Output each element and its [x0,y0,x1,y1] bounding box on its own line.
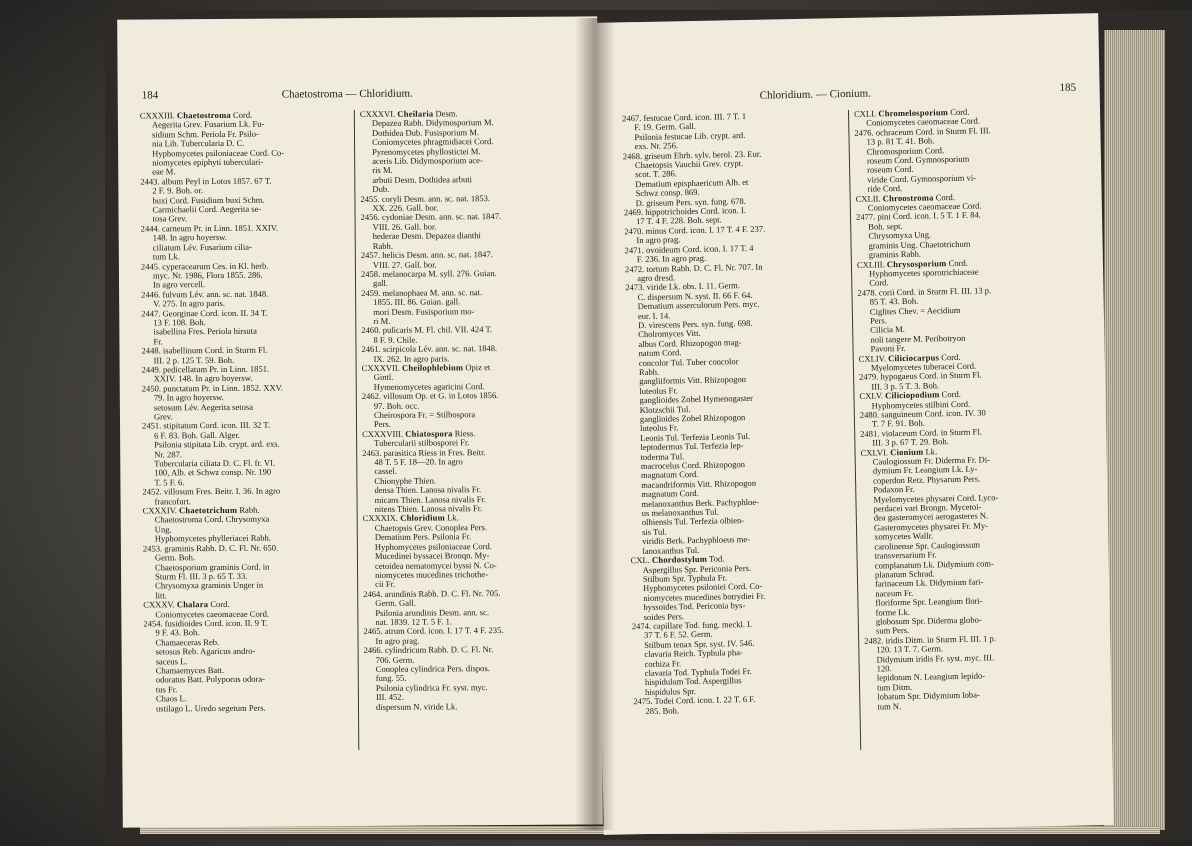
text-line: 2467. festucae Cord. icon. III. 7 T. 1 [621,110,747,124]
text-line: XXIV. 148. In agro hoyersw. [153,373,253,384]
text-line: Tubercularii stilbosporei Fr. [374,437,470,449]
text-line: Boh. sept. [868,220,903,232]
text-line: graminis Ung. Chaetotrichum [868,238,971,251]
text-line: 2476. ochraceum Cord. in Sturm Fl. III. [854,125,991,138]
text-line: 2471. ovoideum Cord. icon. I. 17 T. 4 [624,242,754,256]
text-line: Ciglites Chev. = Aecidium [869,304,961,317]
text-line: 1855. III. 86. Guian. gall. [373,296,461,308]
text-line: Germ. Gall. [375,597,416,609]
text-line: nat. 1839. 12 T. 5 F. 1. [375,616,453,627]
text-line: luteolus Fr. [639,385,678,396]
text-line: 2453. graminis Rabh. D. C. Fl. Nr. 650. [142,542,279,554]
text-line: 2 F. 9. Boh. or. [152,185,204,196]
text-line: 2475. Todei Cord. icon. I. 22 T. 6 F. [633,694,756,707]
text-line: Stilbum Spr. Typhula Fr. [642,572,728,584]
text-line: 2447. Georginae Cord. icon. II. 34 T. [141,307,268,319]
text-line: 2457. helicis Desm. ann. sc. nat. 1847. [360,249,493,261]
text-line: coperdon Retz. Physarum Pers. [872,473,981,486]
text-line: Cilicia M. [870,324,905,335]
text-line: Coniomycetes phragmidiacei Cord. [372,136,494,148]
text-line: niomycetes mucedines botrydiei Fr. [643,590,766,603]
text-line: Dothidea Dub. Fusisporium M. [371,126,480,138]
text-line: 148. In agro hoyersw. [152,232,227,243]
text-line: 2448. isabellinum Cord. in Sturm Fl. [141,344,268,356]
text-line: complanatum Lk. Didymium com- [874,557,994,571]
text-line: 9 F. 43. Boh. [155,627,200,638]
text-line: Coniomycetes caeomaceae Cord. [155,608,270,619]
text-line: Hyphomycetes psiloniaceae Cord. Co- [152,147,285,159]
text-line: Pyrenomycetes phyllostictei M. [372,145,481,157]
text-line: Leonis Tul. Terfezia Leonis Tul. [640,430,751,443]
text-line: graminis Rabh. [868,248,922,260]
text-line: T. 7 F. 91. Boh. [871,417,925,430]
text-line: Gasteromycetes physarei Fr. My- [873,520,989,533]
text-line: lepidotum N. Leangium lepido- [876,670,986,683]
text-line: ustilago L. Uredo segetum Pers. [155,702,266,714]
text-line: Gintl. [373,372,394,383]
text-line: dea gasteromycei aerogasteres N. [873,510,989,524]
text-line: Dematium asserculorum Pers. myc. [637,298,760,312]
text-line: Stilbum tenax Spr. syst. IV. 546. [644,637,755,650]
text-line: fung. 55. [375,673,407,684]
text-line: toderma Tul. [640,450,685,462]
text-line: buxi Cord. Fusidium buxi Schm. [152,194,265,206]
text-line: 2464. arundinis Rabh. D. C. Fl. Nr. 705. [363,587,501,599]
text-line: cii Fr. [375,579,396,590]
text-line: Aegerita Grev. Fusarium Lk. Fu- [151,119,265,130]
text-line: setosus Reb. Agaricus andro- [155,645,256,657]
text-line: agro dresd. [637,272,676,283]
text-line: 2451. stipitatum Cord. icon. III. 32 T. [141,420,271,431]
text-line: lobatum Spr. Didymium loba- [877,689,980,702]
text-line: farinaceum Lk. Didymium fari- [874,576,984,589]
text-line: micans Thien. Lanosa nivalis Fr. [374,493,486,505]
text-line: niomycetes epiphyti tuberculari- [152,156,264,168]
text-line: tum Lk. [152,251,180,262]
text-line: Chaetostroma Cord. Chrysomyxa [154,514,270,525]
text-line: niomycetes mucedines trichothe- [375,569,489,580]
right-page-number: 185 [1059,81,1077,94]
text-line: 120. 13 T. 7. Germ. [876,643,944,655]
text-line: tum N. [877,700,902,712]
text-line: Nr. 287. [154,448,183,460]
text-line: 37 T. 6 F. 52. Germ. [643,629,713,641]
text-line: V. 275. In agro paris. [153,298,225,309]
text-line: sidium Schm. Periola Fr. Psilo- [151,128,259,140]
text-line: IX. 262. In agro paris. [373,352,450,364]
text-line: ri M. [373,315,391,326]
text-line: olbiensis Tul. Terfezia olbien- [641,515,745,528]
text-line: Dematium Pers. Psilonia Fr. [374,531,471,543]
text-line: 2446. fulvum Lév. ann. sc. nat. 1848. [141,288,269,300]
text-line: eae M. [152,166,176,177]
text-line: sum Pers. [875,625,910,636]
text-line: CXXXVII. Cheilophlebium Opiz et [361,362,491,373]
text-line: Mucedinei byssacei Bronqn. My- [374,550,490,561]
left-column-2 [360,108,579,711]
text-line: III. 3 p. 5 T. 3. Boh. [871,380,940,392]
text-line: roseum Cord. [867,164,914,176]
text-line: Grev. [153,411,173,422]
text-line: perdacei vari Brongn. Mycetoi- [873,501,982,514]
text-line: scot. T. 286. [635,168,677,180]
text-line: Caulogiossum Fr. Diderma Fr. Di- [872,454,991,467]
text-line: clavaria Tod. Typhula Todei Fr. [644,665,752,678]
text-line: CXLIV. Ciliciocarpus Cord. [858,351,961,364]
text-line: exs. Nr. 256. [634,140,679,152]
right-column-1 [622,110,859,716]
text-line: Sturm Fl. III. 3 p. 65 T. 33. [155,570,248,582]
text-line: saceus L. [155,655,188,666]
text-line: In agro prag. [636,234,681,246]
text-line: Dub. [372,184,390,195]
text-line: CXXXV. Chalara Cord. [143,599,230,610]
text-line: lanoxanthus Tul. [642,544,700,556]
text-line: aceris Lib. Didymosporium ace- [372,155,483,166]
text-line: 6 F. 83. Boh. Gall. Alger. [154,429,240,441]
text-line: mori Desm. Fusisporium mo- [373,305,475,317]
text-line: ganglioides Zobel Hymenogaster [639,393,754,406]
text-line: C. dispersum N. syst. II. 66 F. 64. [637,289,753,302]
text-line: 2482. iridis Ditm. in Sturm Fl. III. 1 p. [864,633,997,646]
text-line: Germ. Boh. [154,552,196,563]
text-line: Chaos L. [155,693,187,704]
text-line: clavaria Reich. Typhula pha- [644,647,743,660]
text-line: Hyphomycetes psiloniei Cord. Co- [643,581,763,594]
text-line: planatum Schrad. [874,568,935,580]
text-line: dymium Fr. Leangium Lk. Ly- [872,464,978,477]
text-line: T. 5 F. 6. [154,477,185,488]
text-line: D. virescens Pers. syn. fung. 698. [637,317,753,331]
text-line: 48 T. 5 F. 18—20. In agro [374,456,463,467]
text-line: tosa Grev. [152,213,188,224]
left-page-header: Chaetostroma — Chloridium. [281,87,413,101]
text-line: hispidulum Tod. Aspergillus [644,675,742,688]
text-line: VIII. 27. Gall. bor. [372,258,437,270]
text-line: Pers. [373,419,391,430]
text-line: odoratus Batt. Polyporus odora- [155,674,266,685]
text-line: Psilonia festucae Lib. crypt. ard. [634,129,746,142]
text-line: CXLV. Ciliciopodium Cord. [859,389,961,402]
text-line: hederae Desm. Depazea dianthi [372,230,481,242]
text-line: Conoplea cylindrica Pers. dispos. [375,663,490,674]
text-line: 2474. capillare Tod. fung. meckl. I. [631,618,753,632]
text-line: 2454. fusidioides Cord. icon. II. 9 T. [143,617,268,629]
text-line: Depazea Rabh. Didymosporium M. [371,117,494,129]
text-line: magnatum Cord. [641,488,699,500]
book-gutter [575,18,615,830]
right-page [588,13,1113,835]
left-running-head [141,87,572,102]
text-line: litt. [155,590,167,601]
text-line: Didymium iridis Fr. syst. myc. III. [876,651,995,665]
text-line: Cord. [869,277,889,288]
right-page-header: Chloridium. — Cionium. [759,87,872,102]
text-line: In agro vercell. [153,279,206,290]
text-line: nia Lib. Tubercularia D. C. [152,138,245,149]
text-line: 2458. melanocarpa M. syll. 276. Guian. [360,267,497,279]
text-line: Myelomycetes physarei Cord. Lyco- [873,491,999,505]
text-line: CXXXIV. Chaetotrichum Rabh. [142,504,260,516]
text-line: Chamaeceras Reb. [155,636,220,648]
text-line: 2462. villosum Op. et G. in Lotos 1856. [361,390,499,402]
text-line: Chrysomyxa Ung. [868,229,932,241]
text-line: ciliatum Lév. Fusarium cilia- [152,241,252,253]
text-line: Klotzschii Tul. [639,403,691,415]
text-line: 2466. cylindricum Rabh. D. C. Fl. Nr. [363,644,494,656]
text-line: Hyphomycetes psiloniaceae Cord. [374,540,492,552]
text-line: 2481. violaceum Cord. in Sturm Fl. [860,426,982,439]
text-line: nitens Thien. Lanosa nivalis Fr. [374,503,483,514]
text-line: Rabh. [638,366,660,378]
text-line: Chaetopsis Vauchii Grev. crypt. [634,158,744,171]
text-line: F. 19. Germ. Gall. [634,121,697,133]
text-line: hispidulus Spr. [645,685,697,697]
text-line: Psilonia stipitata Lib. crypt. ard. exs. [154,438,280,450]
text-line: dispersum N. viride Lk. [375,700,458,712]
text-line: 85 T. 43. Boh. [869,295,919,307]
text-line: leptodermus Tul. Terfezia lep- [640,440,744,453]
text-line: natum Cord. [638,347,682,359]
text-line: CXXXIX. Chloridium Lk. [362,512,459,524]
text-line: roseum Cord. Gymnosporium [866,153,970,166]
text-line: 285. Boh. [645,704,680,716]
text-line: 2449. pedicellatum Pr. in Linn. 1851. [141,363,270,375]
column-divider [354,110,359,750]
text-line: Hyphomycetes phylleriacei Rabh. [154,532,271,544]
text-line: Psilonia cylindrica Fr. syst. myc. [375,681,488,693]
text-line: soides Pers. [643,610,685,622]
text-line: Rabh. [372,240,393,251]
text-line: viridis Berk. Pachyphloeus me- [642,534,751,547]
text-line: albus Cord. Rhizopogon mag- [638,336,742,349]
text-line: 2455. coryli Desm. ann. sc. nat. 1853. [360,192,491,204]
text-line: 2443. album Peyl in Lotos 1857. 67 T. [140,175,272,187]
text-line: Hyphomycetes sporotrichiaceae [869,266,979,279]
text-line: CXLVI. Cionium Lk. [860,445,938,458]
text-line: concolor Tul. Tuber concolor [638,355,739,368]
text-line: Chromosporium Cord. [866,144,945,157]
text-line: ganglioides Zobel Rhizopogon [639,412,746,425]
text-line: gangliiformis Vitt. Rhizopogon [639,374,747,387]
text-line: CXXXVIII. Chiatospora Riess. [362,428,476,439]
text-line: 97. Boh. occ. [373,400,420,411]
text-line: F. 236. In agro prag. [636,252,707,265]
text-line: sis Tul. [641,526,667,537]
text-line: Psilonia arundinis Desm. ann. sc. [375,606,490,618]
text-line: 13 p. 81 T. 41. Boh. [866,135,935,147]
text-line: Podaxon Fr. [873,484,915,495]
text-line: Cholromyces Vitt. [638,328,701,340]
text-line: CXXXVI. Cheilaria Desm. [359,108,458,119]
text-line: VIII. 26. Gall. bor. [372,221,437,232]
text-line: In agro prag. [375,635,420,646]
text-line: globosum Spr. Diderma globo- [875,614,982,627]
text-line: 2461. scirpicola Lév. ann. sc. nat. 1848. [361,343,498,355]
text-line: Dematium episphaericum Alb. et [635,176,749,189]
text-line: 706. Germ. [375,654,415,665]
text-line: tus Fr. [155,684,178,695]
text-line: 2478. corii Cord. in Sturm Fl. III. 13 p. [857,285,992,298]
text-line: isabellina Fres. Periola hirsuta [153,326,257,337]
text-line: gall. [372,278,389,289]
text-line: forme Lk. [875,606,910,618]
text-line: cetoidea nematomycei byssi N. Co- [374,559,497,571]
text-line: Chaetosporium graminis Cord. in [154,561,270,572]
text-line: Chaetopsis Grev. Conoplea Pers. [374,521,487,533]
text-line: Coniomycetes caeomaceae Cord. [866,115,980,129]
text-line: corhiza Fr. [644,657,682,669]
text-line: carolinense Spr. Caulogiossum [874,539,981,552]
text-line: luteolus Fr. [639,422,679,434]
text-line: Cheirospora Fr. = Stilbospora [373,409,476,420]
text-line: Coniomycetes caeomaceae Cord. [867,200,982,213]
text-line: D. griseum Pers. syn. fung. 678. [635,195,746,208]
text-line: 8 F. 9. Chile. [373,334,418,345]
text-line: Hymenomycetes agaricini Cord. [373,380,485,392]
text-line: 2450. punctatum Pr. in Linn. 1852. XXV. [141,382,283,394]
text-line: 2456. cydoniae Desm. ann. sc. nat. 1847. [360,211,502,223]
text-line: 13 F. 108. Boh. [153,317,206,328]
text-line: melanoxanthus Berk. Pachyphloe- [641,496,760,509]
text-line: byssoides Tod. Periconia bys- [643,600,746,613]
text-line: 2445. cyperacearum Ces. in Kl. herb. [140,260,269,272]
text-line: macrocelus Cord. Rhizopogon [640,459,746,472]
text-line: Chamaemyces Batt. [155,664,225,676]
text-line: 2480. sanguineum Cord. icon. IV. 30 [859,407,986,420]
text-line: Schwz consp. 869. [635,187,700,199]
left-page-number: 184 [141,89,159,102]
text-line: us melanoxanthus Tul. [641,506,719,519]
text-line: 2479. hypogaeus Cord. in Sturm Fl. [859,369,982,383]
text-line: 120. [876,663,892,674]
text-line: XX. 226. Gall. bor. [372,202,439,213]
text-line: tum Ditm. [876,681,913,693]
text-line: Pavoni Fr. [870,343,906,354]
text-line: densa Thien. Lanosa nivalis Fr. [374,484,482,496]
text-line: 2477. pini Cord. icon. I. 5 T. 1 F. 84. [855,209,981,223]
text-line: 100, Alb. et Schwz consp. Nr. 190 [154,467,272,478]
text-line: Carmichaelii Cord. Aegerita se- [152,203,262,215]
text-line: Chionyphe Thien. [374,475,437,486]
text-line: 2472. tortum Rabh. D. C. Fl. Nr. 707. In [624,261,763,274]
text-line: Ung. [154,524,172,535]
text-line: 2459. melanophaea M. ann. sc. nat. [361,286,483,298]
text-line: 2452. villosum Fres. Beitr. I. 36. In agro [142,485,281,497]
left-column-1 [140,110,354,713]
text-line: Pers. [869,315,887,326]
text-line: Chrysomyxa graminis Unger in [155,579,264,591]
text-line: noli tangere M. Peribotryon [870,332,966,345]
text-line: 79. In agro hoyersw. [153,392,224,403]
text-line: naceum Fr. [875,587,914,599]
text-line: CXLIII. Chrysosporium Cord. [856,257,968,270]
text-line: CXLII. Chroostroma Cord. [855,191,955,204]
text-line: 17 T. 4 F. 228. Boh. sept. [635,214,722,227]
text-line: Aspergillus Spr. Periconia Pers. [642,562,752,575]
text-line: setosum Lév. Aegerita setosa [153,401,254,413]
text-line: arbuti Desm. Dothidea arbuti [372,174,473,185]
text-line: cassel. [374,466,397,477]
text-line: myc. Nr. 1986, Flora 1855. 286. [152,269,263,281]
page-edges [1104,30,1165,830]
text-line: eur. I. 14. [637,309,671,321]
text-line: Fr. [153,336,163,347]
text-line: III. 452. [375,691,404,703]
text-line: 2465. atrum Cord. icon. I. 17 T. 4 F. 235. [363,625,504,637]
text-line: Tubercularia ciliata D. C. Fl. fr. VI. [154,457,276,469]
text-line: magnatum Cord. [640,469,699,481]
text-line: xomycetes Wallr. [874,530,934,542]
text-line: CXXXIII. Chaetostroma Cord. [139,109,253,121]
text-line: floriforme Spr. Leangium flori- [875,595,983,608]
text-line: macandriformis Vitt. Rhizopogon [641,477,757,490]
text-line: CXLI. Chromelosporium Cord. [853,106,970,119]
text-line: 2444. carneum Pr. in Linn. 1851. XXIV. [140,222,278,234]
text-line: CXL. Chordostylum Tod. [630,553,725,566]
text-line: III. 2 p. 125 T. 59. Boh. [153,354,235,366]
text-line: 2473. viride Lk. obs. I. 11. Germ. [625,280,740,293]
right-column-2 [854,105,1101,711]
text-line: 2468. griseum Ehrb. sylv. berol. 23. Eur. [622,148,762,161]
text-line: Myelomycetes tuberacei Cord. [870,360,977,373]
text-line: 2469. hippotrichoides Cord. icon. I. [623,205,746,218]
text-line: francofurt. [154,495,191,507]
text-line: 2460. pulicaris M. Fl. chil. VII. 424 T. [361,324,493,336]
text-line: 2463. parasitica Riess in Fres. Beitr. [362,446,486,458]
left-page [117,16,603,827]
text-line: ride Cord. [867,183,903,194]
text-line: ris M. [372,165,393,176]
right-running-head [759,81,1080,102]
text-line: 2470. minus Cord. icon. I. 17 T. 4 F. 237. [624,223,766,237]
text-line: III. 3 p. 67 T. 29. Boh. [872,436,949,448]
text-line: transversarium Fr. [874,549,937,561]
text-line: viride Cord. Gymnosporium vi- [867,172,977,185]
text-line: Hyphomycetes stilbini Cord. [871,398,971,411]
